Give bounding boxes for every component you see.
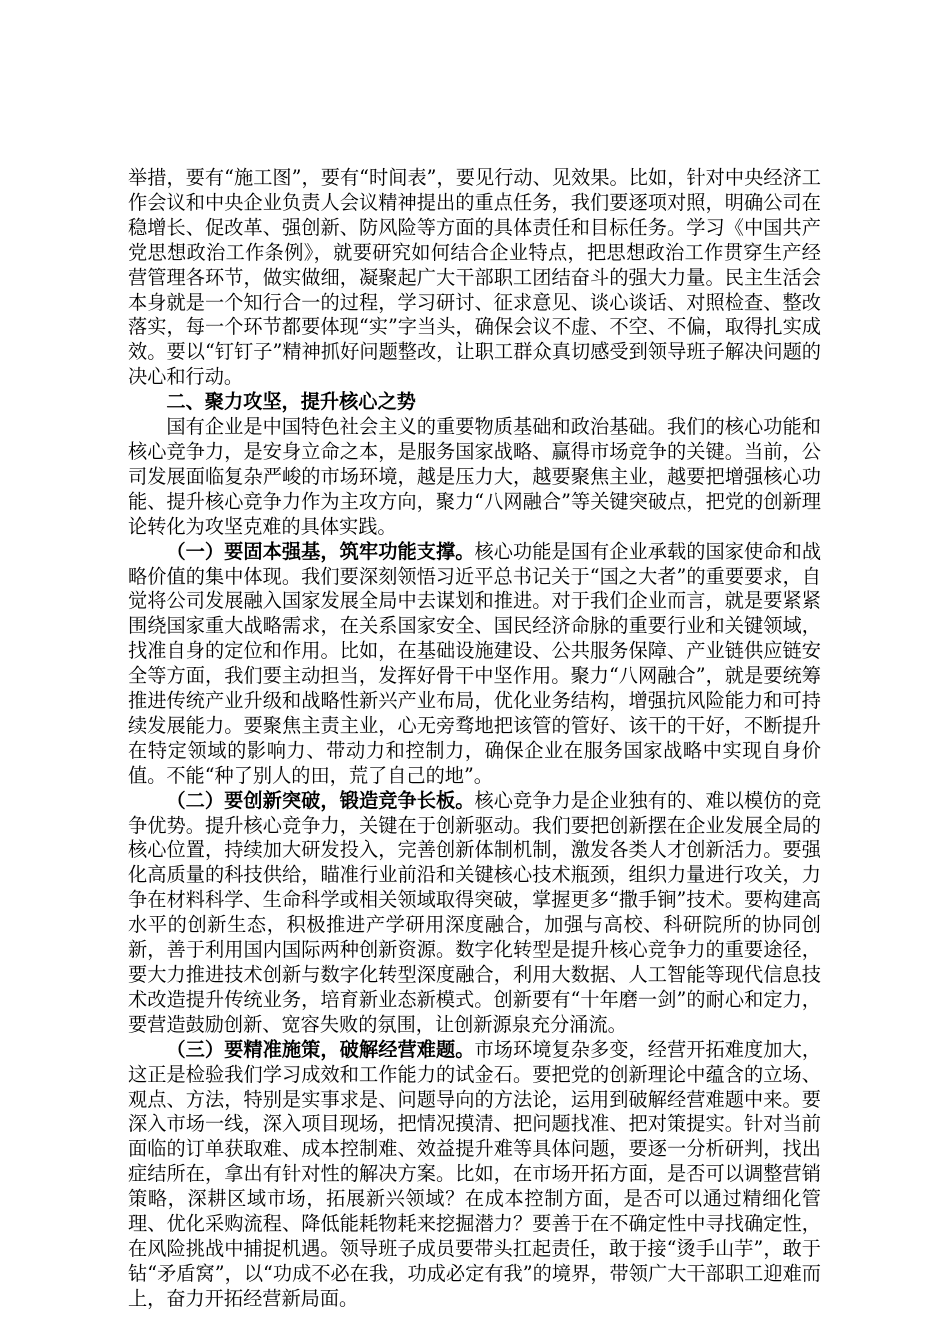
subsection-3 bbox=[128, 1038, 821, 1312]
subsection-3-body: 市场环境复杂多变，经营开拓难度加大，这正是检验我们学习成效和工作能力的试金石。要把党的创新理论中蕴含的立场、观点、方法，特别是实事求是、问题导向的方法论，运用到破解经营难题中来。要深入市场一线，深入项目现场，把情况摸清、把问题找准、把对策提实。针对当前面临的订单获取难、成本控制难、效益提升难等具体问题，要逐一分析研判，找出症结所在，拿出有针对性的解决方案。比如，在市场开拓方面，是否可以调整营销策略，深耕区域市场，拓展新兴领域？在成本控制方面，是否可以通过精细化管理、优化采购流程、降低能耗物耗来挖掘潜力？要善于在不确定性中寻找确定性，在风险挑战中捕捉机遇。领导班子成员要带头扛起责任，敢于接“烫手山芋”，敢于钻“矛盾窝”，以“功成不必在我，功成必定有我”的境界，带领广大干部职工迎难而上，奋力开拓经营新局面。 bbox=[128, 1037, 822, 1310]
subsection-3-lead: （三）要精准施策，破解经营难题。 bbox=[166, 1037, 475, 1061]
document-page bbox=[128, 166, 821, 1312]
subsection-1-lead: （一）要固本强基，筑牢功能支撑。 bbox=[166, 539, 475, 563]
paragraph-continuation: 举措，要有“施工图”，要有“时间表”，要见行动、见效果。比如，针对中央经济工作会议和中央企业负责人会议精神提出的重点任务，我们要逐项对照，明确公司在稳增长、促改革、强创新、防风险等方面的具体责任和目标任务。学习《中国共产党思想政治工作条例》，就要研究如何结合企业特点，把思想政治工作贯穿生产经营管理各环节，做实做细，凝聚起广大干部职工团结奋斗的强大力量。民主生活会本身就是一个知行合一的过程，学习研讨、征求意见、谈心谈话、对照检查、整改落实，每一个环节都要体现“实”字当头，确保会议不虚、不空、不偏，取得扎实成效。要以“钉钉子”精神抓好问题整改，让职工群众真切感受到领导班子解决问题的决心和行动。 bbox=[128, 166, 821, 389]
paragraph-intro: 国有企业是中国特色社会主义的重要物质基础和政治基础。我们的核心功能和核心竞争力，是安身立命之本，是服务国家战略、赢得市场竞争的关键。当前，公司发展面临复杂严峻的市场环境，越是压力大，越要聚焦主业，越要把增强核心功能、提升核心竞争力作为主攻方向，聚力“八网融合”等关键突破点，把党的创新理论转化为攻坚克难的具体实践。 bbox=[128, 415, 821, 538]
subsection-1 bbox=[128, 540, 821, 789]
subsection-2-lead: （二）要创新突破，锻造竞争长板。 bbox=[166, 788, 475, 812]
section-heading-2: 二、聚力攻坚，提升核心之势 bbox=[166, 390, 416, 414]
subsection-2 bbox=[128, 789, 821, 1038]
subsection-1-body: 核心功能是国有企业承载的国家使命和战略价值的集中体现。我们要深刻领悟习近平总书记关于“国之大者”的重要要求，自觉将公司发展融入国家发展全局中去谋划和推进。对于我们企业而言，就是要紧紧围绕国家重大战略需求，在关系国家安全、国民经济命脉的重要行业和关键领域，找准自身的定位和作用。比如，在基础设施建设、公共服务保障、产业链供应链安全等方面，我们要主动担当，发挥好骨干中坚作用。聚力“八网融合”，就是要统筹推进传统产业升级和战略性新兴产业布局，优化业务结构，增强抗风险能力和可持续发展能力。要聚焦主责主业，心无旁骛地把该管的管好、该干的干好，不断提升在特定领域的影响力、带动力和控制力，确保企业在服务国家战略中实现自身价值。不能“种了别人的田，荒了自己的地”。 bbox=[128, 539, 822, 787]
subsection-2-body: 核心竞争力是企业独有的、难以模仿的竞争优势。提升核心竞争力，关键在于创新驱动。我们要把创新摆在企业发展全局的核心位置，持续加大研发投入，完善创新体制机制，激发各类人才创新活力。要强化高质量的科技供给，瞄准行业前沿和关键核心技术瓶颈，组织力量进行攻关，力争在材料科学、生命科学或相关领域取得突破，掌握更多“撒手锏”技术。要构建高水平的创新生态，积极推进产学研用深度融合，加强与高校、科研院所的协同创新，善于利用国内国际两种创新资源。数字化转型是提升核心竞争力的重要途径，要大力推进技术创新与数字化转型深度融合，利用大数据、人工智能等现代信息技术改造提升传统业务，培育新业态新模式。创新要有“十年磨一剑”的耐心和定力，要营造鼓励创新、宽容失败的氛围，让创新源泉充分涌流。 bbox=[128, 788, 822, 1036]
